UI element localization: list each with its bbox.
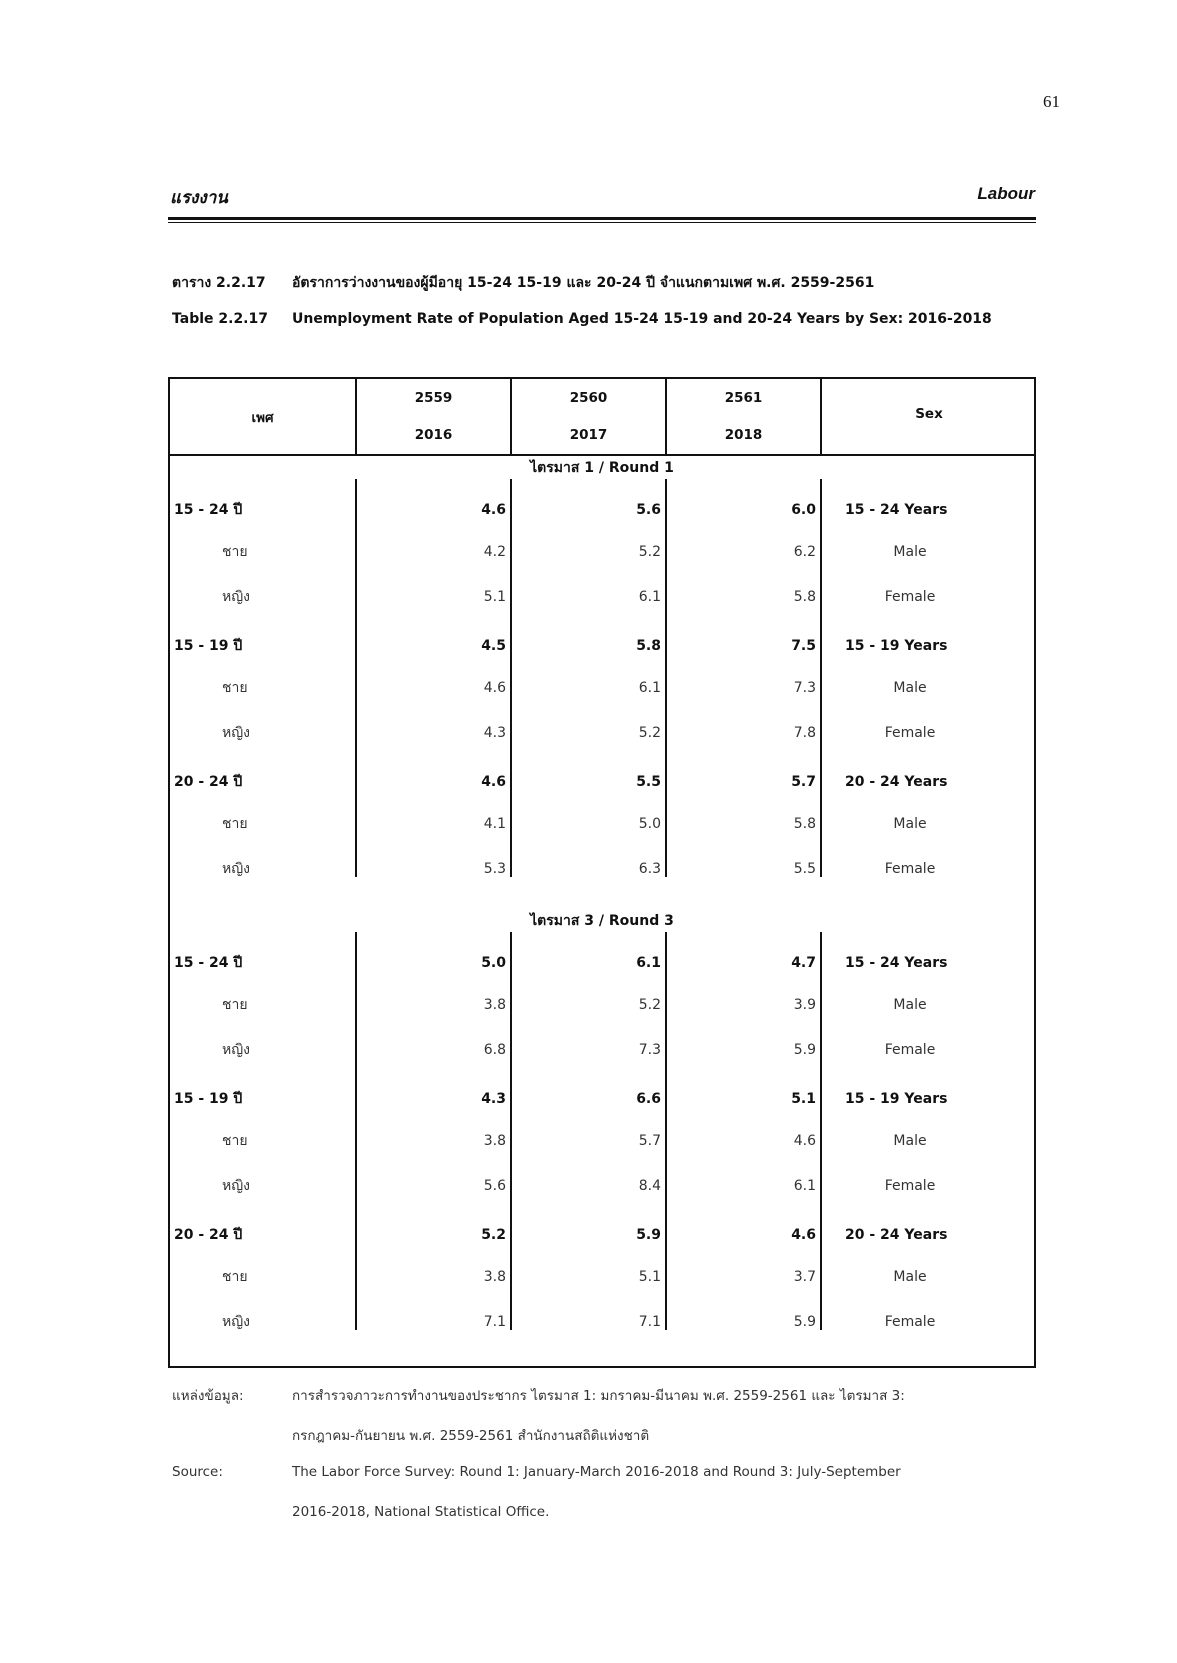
value-cell: 5.3	[483, 861, 506, 877]
value-cell: 6.1	[636, 955, 661, 971]
row-label-thai: ชาย	[222, 680, 248, 696]
value-cell: 4.5	[481, 638, 506, 654]
age-group-row	[170, 1220, 1034, 1250]
value-cell: 5.8	[636, 638, 661, 654]
value-cell: 5.1	[791, 1091, 816, 1107]
caption-english	[172, 311, 992, 327]
row-label-thai: 15 - 19 ปี	[174, 638, 243, 654]
value-cell: 6.0	[791, 502, 816, 518]
row-label-english: 15 - 24 Years	[845, 955, 948, 971]
row-label-english: Female	[884, 1178, 936, 1194]
row-label-english: Female	[884, 1314, 936, 1330]
row-label-thai: ชาย	[222, 1269, 248, 1285]
row-label-english: 20 - 24 Years	[845, 774, 948, 790]
value-cell: 5.1	[638, 1269, 661, 1285]
value-cell: 5.7	[791, 774, 816, 790]
header-rule-thick	[168, 217, 1036, 220]
value-cell: 5.2	[638, 725, 661, 741]
header-sex-english: Sex	[915, 406, 943, 422]
source-english-text: 2016-2018, National Statistical Office.	[292, 1504, 550, 1520]
age-group-row	[170, 948, 1034, 978]
value-cell: 4.1	[483, 816, 506, 832]
header-year-thai: 2560	[569, 390, 608, 406]
value-cell: 5.8	[793, 589, 816, 605]
row-label-thai: หญิง	[222, 1042, 250, 1058]
row-label-english: 20 - 24 Years	[845, 1227, 948, 1243]
value-cell: 6.1	[793, 1178, 816, 1194]
header-year-english: 2017	[569, 427, 608, 443]
row-label-english: 15 - 19 Years	[845, 1091, 948, 1107]
header-sex-thai: เพศ	[251, 410, 274, 426]
male-row	[170, 990, 1034, 1020]
value-cell: 6.1	[638, 589, 661, 605]
source-thai-label: แหล่งข้อมูล:	[172, 1388, 244, 1404]
value-cell: 7.1	[638, 1314, 661, 1330]
value-cell: 5.5	[636, 774, 661, 790]
source-english-label: Source:	[172, 1464, 223, 1480]
value-cell: 5.0	[481, 955, 506, 971]
header-year-english: 2016	[414, 427, 453, 443]
table-header-divider	[170, 454, 1034, 456]
caption-english-title: Unemployment Rate of Population Aged 15-24 15-19 and 20-24 Years by Sex: 2016-2018	[292, 311, 992, 327]
row-label-thai: หญิง	[222, 725, 250, 741]
row-label-thai: หญิง	[222, 861, 250, 877]
age-group-row	[170, 631, 1034, 661]
value-cell: 3.7	[793, 1269, 816, 1285]
value-cell: 6.8	[483, 1042, 506, 1058]
value-cell: 7.5	[791, 638, 816, 654]
caption-thai-label: ตาราง 2.2.17	[172, 275, 266, 291]
caption-thai-title: อัตราการว่างงานของผู้มีอายุ 15-24 15-19 และ 20-24 ปี จำแนกตามเพศ พ.ศ. 2559-2561	[292, 275, 875, 291]
value-cell: 3.8	[483, 1269, 506, 1285]
value-cell: 4.2	[483, 544, 506, 560]
round-heading: ไตรมาส 1 / Round 1	[530, 460, 674, 476]
value-cell: 4.6	[793, 1133, 816, 1149]
value-cell: 5.2	[481, 1227, 506, 1243]
value-cell: 6.3	[638, 861, 661, 877]
value-cell: 5.6	[636, 502, 661, 518]
female-row	[170, 1035, 1034, 1065]
value-cell: 8.4	[638, 1178, 661, 1194]
row-label-english: Male	[893, 680, 927, 696]
row-label-english: Male	[893, 997, 927, 1013]
value-cell: 5.2	[638, 544, 661, 560]
male-row	[170, 537, 1034, 567]
round-heading: ไตรมาส 3 / Round 3	[530, 913, 674, 929]
value-cell: 5.0	[638, 816, 661, 832]
value-cell: 3.8	[483, 1133, 506, 1149]
value-cell: 3.8	[483, 997, 506, 1013]
female-row	[170, 854, 1034, 884]
row-label-english: Male	[893, 1269, 927, 1285]
female-row	[170, 582, 1034, 612]
male-row	[170, 673, 1034, 703]
row-label-thai: หญิง	[222, 589, 250, 605]
row-label-english: Male	[893, 816, 927, 832]
value-cell: 4.6	[483, 680, 506, 696]
header-year-english: 2018	[724, 427, 763, 443]
value-cell: 5.9	[793, 1314, 816, 1330]
page-number: 61	[1043, 92, 1060, 111]
row-label-english: Female	[884, 861, 936, 877]
value-cell: 7.8	[793, 725, 816, 741]
male-row	[170, 809, 1034, 839]
row-label-english: 15 - 24 Years	[845, 502, 948, 518]
value-cell: 5.2	[638, 997, 661, 1013]
value-cell: 6.1	[638, 680, 661, 696]
row-label-thai: ชาย	[222, 816, 248, 832]
unemployment-table	[168, 377, 1036, 1368]
value-cell: 4.3	[483, 725, 506, 741]
female-row	[170, 1307, 1034, 1337]
source-thai-line1	[172, 1384, 905, 1406]
value-cell: 6.2	[793, 544, 816, 560]
age-group-row	[170, 1084, 1034, 1114]
row-label-thai: ชาย	[222, 997, 248, 1013]
value-cell: 4.6	[481, 502, 506, 518]
value-cell: 5.5	[793, 861, 816, 877]
row-label-english: Female	[884, 1042, 936, 1058]
male-row	[170, 1126, 1034, 1156]
value-cell: 4.7	[791, 955, 816, 971]
caption-english-label: Table 2.2.17	[172, 311, 268, 327]
row-label-english: Female	[884, 725, 936, 741]
row-label-thai: 15 - 24 ปี	[174, 955, 243, 971]
age-group-row	[170, 767, 1034, 797]
row-label-english: Male	[893, 544, 927, 560]
row-label-thai: 20 - 24 ปี	[174, 1227, 243, 1243]
source-english-line1	[172, 1464, 901, 1480]
male-row	[170, 1262, 1034, 1292]
value-cell: 7.3	[793, 680, 816, 696]
row-label-thai: 20 - 24 ปี	[174, 774, 243, 790]
row-label-thai: หญิง	[222, 1178, 250, 1194]
row-label-english: Female	[884, 589, 936, 605]
row-label-thai: 15 - 24 ปี	[174, 502, 243, 518]
header-rule-thin	[168, 222, 1036, 223]
value-cell: 5.6	[483, 1178, 506, 1194]
value-cell: 7.1	[483, 1314, 506, 1330]
female-row	[170, 1171, 1034, 1201]
caption-thai	[172, 272, 874, 294]
value-cell: 4.6	[791, 1227, 816, 1243]
source-english-line2	[172, 1504, 549, 1520]
value-cell: 7.3	[638, 1042, 661, 1058]
age-group-row	[170, 495, 1034, 525]
row-label-thai: ชาย	[222, 1133, 248, 1149]
value-cell: 5.9	[636, 1227, 661, 1243]
value-cell: 5.7	[638, 1133, 661, 1149]
source-thai-text: กรกฎาคม-กันยายน พ.ศ. 2559-2561 สำนักงานสถิติแห่งชาติ	[292, 1428, 650, 1444]
row-label-thai: หญิง	[222, 1314, 250, 1330]
running-header-english: Labour	[977, 184, 1035, 203]
header-year-thai: 2561	[724, 390, 763, 406]
value-cell: 3.9	[793, 997, 816, 1013]
source-thai-line2	[172, 1424, 649, 1446]
source-thai-text: การสำรวจภาวะการทำงานของประชากร ไตรมาส 1: มกราคม-มีนาคม พ.ศ. 2559-2561 และ ไตรมาส 3:	[292, 1388, 905, 1404]
value-cell: 5.9	[793, 1042, 816, 1058]
source-english-text: The Labor Force Survey: Round 1: January-March 2016-2018 and Round 3: July-September	[292, 1464, 901, 1480]
value-cell: 6.6	[636, 1091, 661, 1107]
value-cell: 4.3	[481, 1091, 506, 1107]
value-cell: 4.6	[481, 774, 506, 790]
running-header-thai: แรงงาน	[170, 188, 228, 208]
value-cell: 5.8	[793, 816, 816, 832]
row-label-english: 15 - 19 Years	[845, 638, 948, 654]
row-label-english: Male	[893, 1133, 927, 1149]
row-label-thai: 15 - 19 ปี	[174, 1091, 243, 1107]
female-row	[170, 718, 1034, 748]
row-label-thai: ชาย	[222, 544, 248, 560]
value-cell: 5.1	[483, 589, 506, 605]
header-year-thai: 2559	[414, 390, 453, 406]
